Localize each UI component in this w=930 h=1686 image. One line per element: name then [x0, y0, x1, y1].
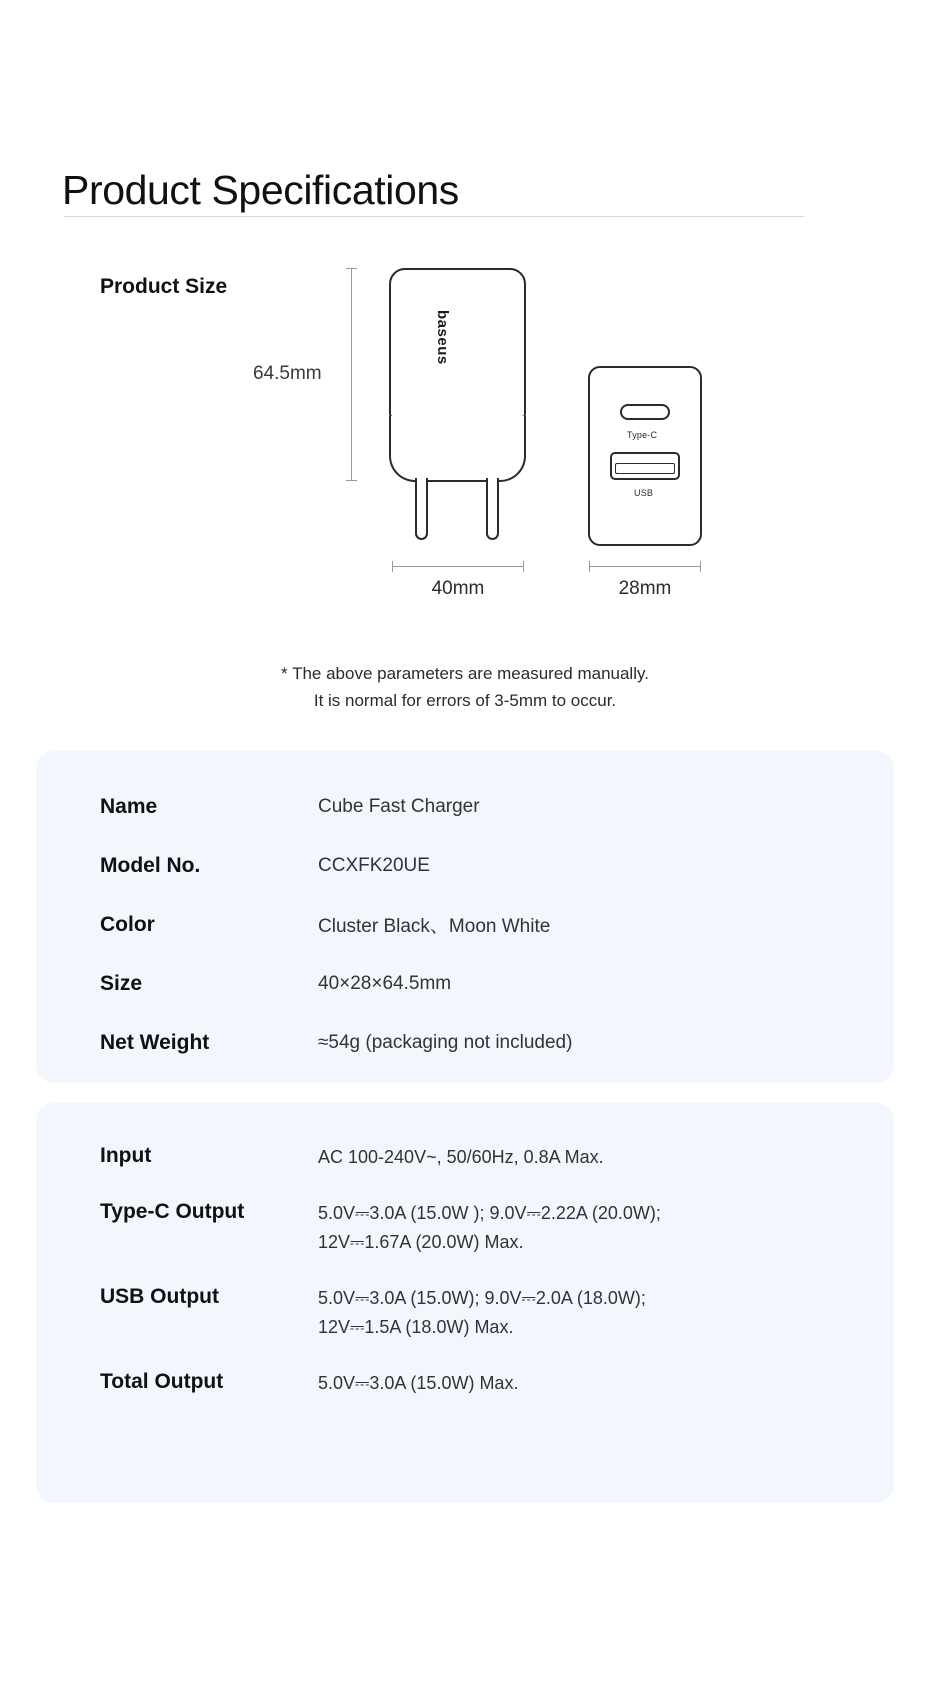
spec-value: Cube Fast Charger [318, 795, 480, 817]
spec-value [318, 1143, 604, 1172]
measurement-note-line-1: * The above parameters are measured manually. [281, 664, 649, 683]
spec-value [318, 1284, 646, 1342]
table-row [36, 895, 894, 954]
table-row [36, 1013, 894, 1072]
spec-value-line-2: 12V⎓1.5A (18.0W) Max. [318, 1317, 514, 1337]
charger-front-illustration [389, 268, 526, 418]
spec-value-line-1: 5.0V⎓3.0A (15.0W); 9.0V⎓2.0A (18.0W); [318, 1288, 646, 1308]
height-measure-line [351, 268, 352, 481]
spec-key: Net Weight [100, 1030, 210, 1054]
spec-value-line-1: 5.0V⎓3.0A (15.0W ); 9.0V⎓2.22A (20.0W); [318, 1203, 661, 1223]
spec-value: 40×28×64.5mm [318, 972, 452, 994]
title-divider [64, 216, 804, 217]
general-spec-card [36, 751, 894, 1083]
usb-port-label: USB [634, 488, 654, 498]
measurement-note [0, 660, 930, 714]
table-row [36, 1284, 894, 1342]
spec-value-line-1: AC 100-240V~, 50/60Hz, 0.8A Max. [318, 1147, 604, 1167]
spec-key: Type-C Output [100, 1200, 245, 1223]
spec-value: ≈54g (packaging not included) [318, 1031, 573, 1053]
spec-key: USB Output [100, 1285, 219, 1308]
page-title: Product Specifications [62, 167, 459, 214]
type-c-port-label: Type-C [627, 430, 658, 440]
table-row [36, 1143, 894, 1172]
plug-prong-right-icon [486, 478, 499, 540]
height-dimension-text: 64.5mm [253, 363, 322, 384]
spec-key: Total Output [100, 1370, 224, 1393]
usb-port-inner-icon [615, 463, 675, 474]
side-width-measure-line [589, 566, 701, 567]
spec-key: Name [100, 794, 158, 818]
brand-logo-text: baseus [434, 310, 451, 365]
electrical-spec-card [36, 1103, 894, 1503]
front-width-dimension-text: 40mm [431, 578, 485, 599]
spec-value [318, 1199, 661, 1257]
type-c-port-icon [620, 404, 670, 420]
spec-value-line-2: 12V⎓1.67A (20.0W) Max. [318, 1232, 524, 1252]
spec-value: CCXFK20UE [318, 854, 430, 876]
spec-value: Cluster Black、Moon White [318, 916, 551, 937]
product-size-label: Product Size [100, 275, 228, 298]
spec-value [318, 1369, 518, 1398]
table-row [36, 1369, 894, 1398]
charger-front-base [389, 416, 526, 482]
spec-value-line-1: 5.0V⎓3.0A (15.0W) Max. [318, 1373, 519, 1393]
table-row [36, 1199, 894, 1257]
front-width-measure-line [392, 566, 524, 567]
table-row [36, 836, 894, 895]
spec-key: Input [100, 1144, 152, 1167]
measurement-note-line-2: It is normal for errors of 3-5mm to occur. [313, 691, 617, 710]
spec-key: Size [100, 971, 143, 995]
table-row [36, 954, 894, 1013]
plug-prong-left-icon [415, 478, 428, 540]
table-row [36, 777, 894, 836]
spec-key: Color [100, 912, 155, 936]
spec-key: Model No. [100, 853, 201, 877]
side-width-dimension-text: 28mm [618, 578, 672, 599]
